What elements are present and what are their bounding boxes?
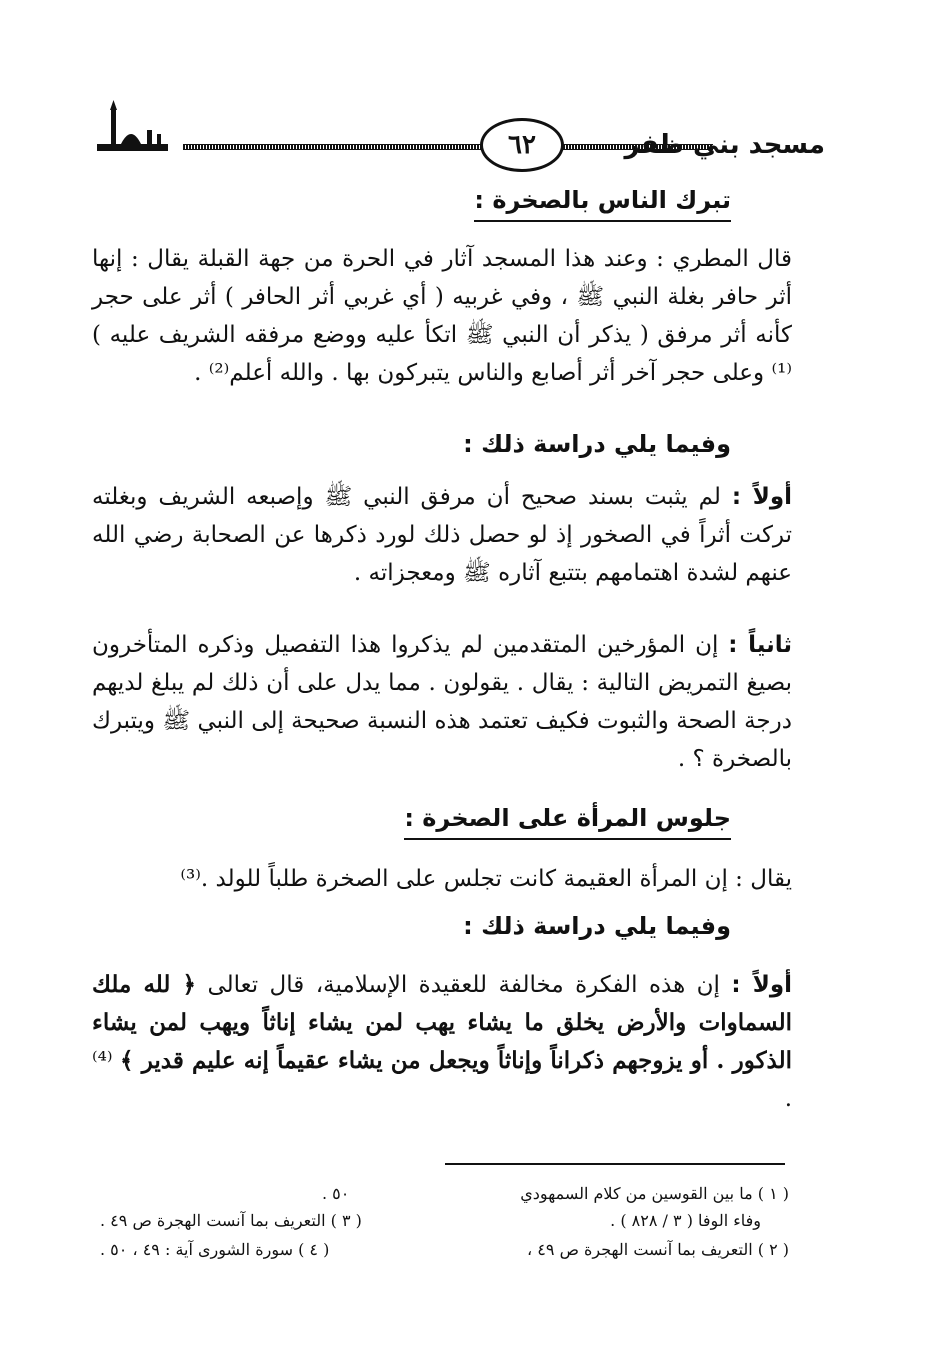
- running-title: مسجد بني ظفر: [624, 130, 825, 160]
- heading-study-2: وفيما يلي دراسة ذلك :: [463, 912, 731, 940]
- page-header: [95, 100, 825, 182]
- heading-woman-sitting: جلوس المرأة على الصخرة :: [404, 804, 731, 840]
- point-label: ثانياً :: [728, 632, 792, 658]
- footnote-2: ( ٢ ) التعريف بما آنست الهجرة ص ٤٩ ،: [527, 1240, 789, 1259]
- footnote-3: ( ٣ ) التعريف بما آنست الهجرة ص ٤٩ .: [100, 1211, 362, 1230]
- page-number: ٦٢: [480, 118, 564, 172]
- paragraph-first-point: [92, 478, 792, 592]
- point-label: أولاً :: [731, 484, 793, 510]
- footnote-1: ( ١ ) ما بين القوسين من كلام السمهودي: [520, 1184, 789, 1203]
- point-label: أولاً :: [731, 972, 793, 998]
- mosque-silhouette-icon: [95, 100, 170, 154]
- heading-tabarruk: تبرك الناس بالصخرة :: [474, 186, 731, 222]
- paragraph-second-point: [92, 626, 792, 778]
- point-text: إن المؤرخين المتقدمين لم يذكروا هذا التفصيل وذكره المتأخرون بصيغ التمريض التالية : يقال . يقولون . مما يدل على أن ذلك لم يبلغ لديهم درجة الصحة والثبوت فكيف تعتمد هذه النسبة صحيحة إلى النبي ﷺ ويتبرك بالصخرة ؟ .: [92, 632, 792, 772]
- paragraph-verse: [92, 966, 792, 1118]
- paragraph-woman: يقال : إن المرأة العقيمة كانت تجلس على الصخرة طلباً للولد .⁽³⁾: [180, 866, 792, 892]
- footnote-ref: ⁽⁴⁾ .: [92, 1048, 792, 1112]
- header-rule-left: [183, 144, 481, 150]
- point-text: لم يثبت بسند صحيح أن مرفق النبي ﷺ وإصبعه الشريف وبغلته تركت أثراً في الصخور إذ لو حصل ذلك لورد ذكرها عن الصحابة رضي الله عنهم لشدة اهتمامهم بتتبع آثاره ﷺ ومعجزاته .: [92, 484, 792, 586]
- footnote-4: ( ٤ ) سورة الشورى آية : ٤٩ ، ٥٠ .: [100, 1240, 330, 1259]
- heading-study-1: وفيما يلي دراسة ذلك :: [463, 430, 731, 458]
- point-text: إن هذه الفكرة مخالفة للعقيدة الإسلامية، قال تعالى: [207, 972, 720, 998]
- quran-verse: ﴿ لله ملك السماوات والأرض يخلق ما يشاء يهب لمن يشاء إناثاً ويهب لمن يشاء الذكور . أو يزوجهم ذكراناً وإناثاً ويجعل من يشاء عقيماً إنه عليم قدير ﴾: [92, 971, 792, 1074]
- footnote-1-cont: وفاء الوفا ( ٣ / ٨٢٨ ) .: [610, 1211, 761, 1230]
- footnote-separator: [445, 1163, 785, 1165]
- footnote-2-cont: ٥٠ .: [322, 1184, 350, 1203]
- paragraph-mutari: قال المطري : وعند هذا المسجد آثار في الحرة من جهة القبلة يقال : إنها أثر حافر بغلة النبي ﷺ ، وفي غربيه ( أي غربي أثر الحافر ) أثر على حجر كأنه أثر مرفق ( يذكر أن النبي ﷺ اتكأ عليه ووضع مرفقه الشريف عليه )⁽¹⁾ وعلى حجر آخر أثر أصابع والناس يتبركون بها . والله أعلم⁽²⁾ .: [92, 246, 792, 386]
